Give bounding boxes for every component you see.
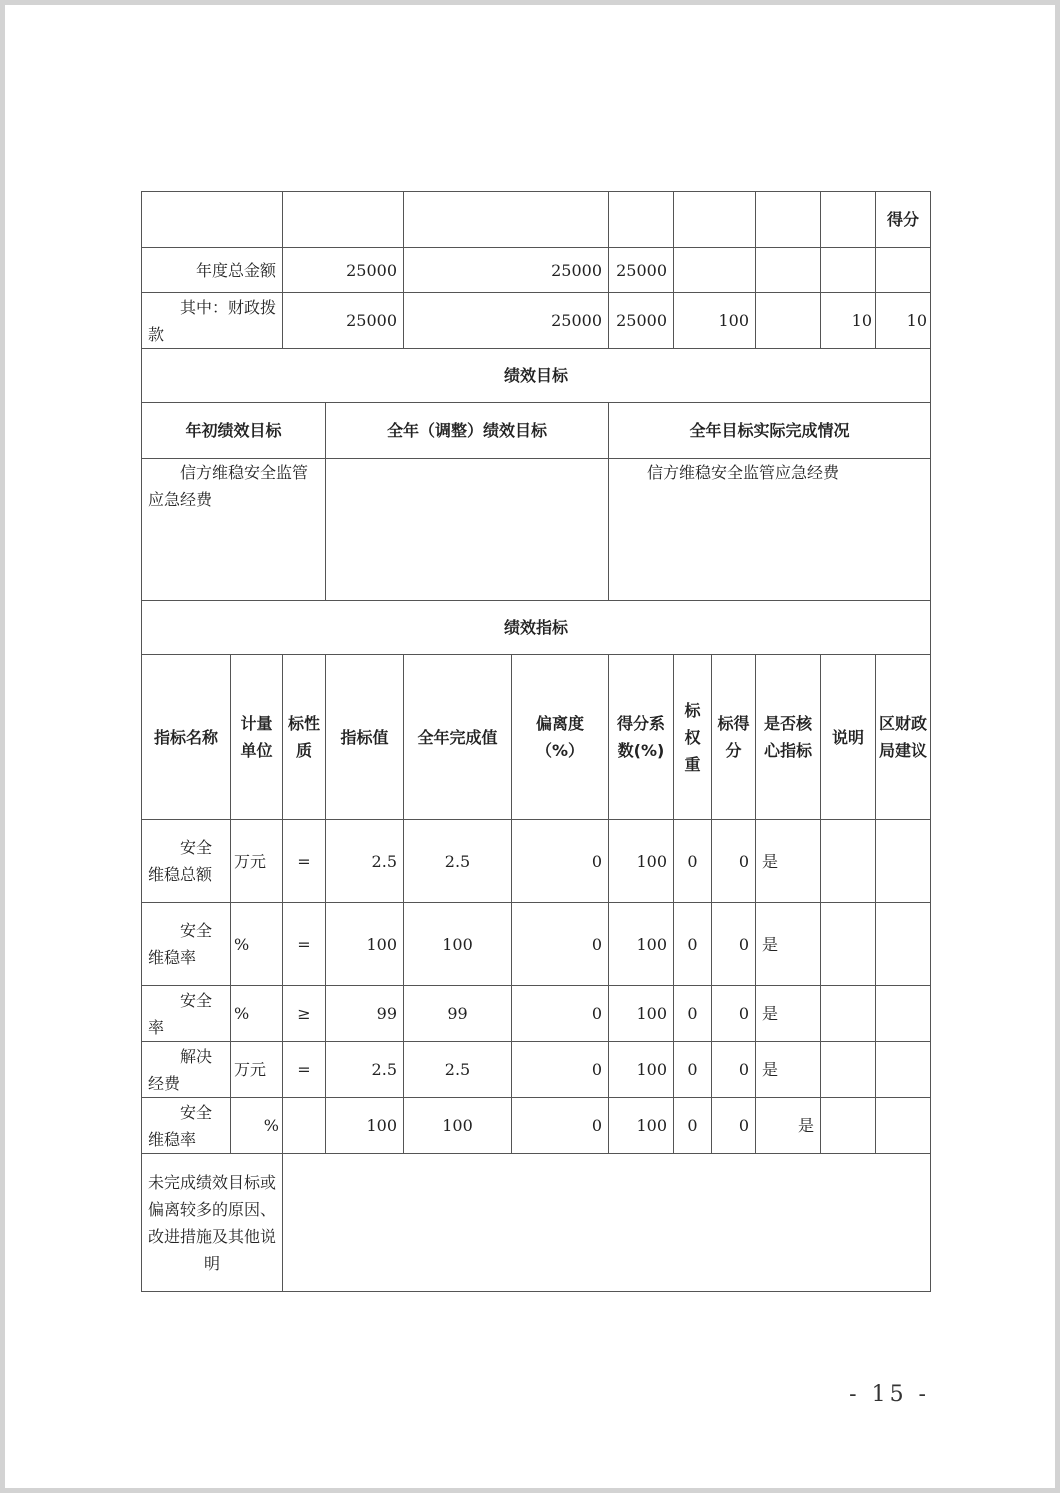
table-row: 解决经费 万元 = 2.5 2.5 0 100 0 0 是 — [142, 1042, 931, 1098]
col-header: 计量单位 — [231, 655, 283, 820]
page-number: - 15 - — [849, 1382, 930, 1407]
funds-header-row — [142, 192, 931, 248]
col-header: 偏离度（%） — [512, 655, 609, 820]
col-header: 得分系数(%) — [609, 655, 674, 820]
col-header: 标得分 — [712, 655, 756, 820]
col-header: 说明 — [821, 655, 876, 820]
goal-adjusted-value — [326, 459, 609, 601]
col-header: 标权重 — [674, 655, 712, 820]
col-header: 区财政局建议 — [876, 655, 931, 820]
goal-header-adjusted: 全年（调整）绩效目标 — [326, 403, 609, 459]
notes-label: 未完成绩效目标或偏离较多的原因、改进措施及其他说明 — [142, 1154, 283, 1292]
goal-actual-value: 信方维稳安全监管应急经费 — [609, 459, 931, 601]
table-row: 安全维稳总额 万元 = 2.5 2.5 0 100 0 0 是 — [142, 820, 931, 903]
col-header: 标性质 — [283, 655, 326, 820]
notes-value — [283, 1154, 931, 1292]
goal-header-actual: 全年目标实际完成情况 — [609, 403, 931, 459]
col-header: 全年完成值 — [404, 655, 512, 820]
col-header: 指标值 — [326, 655, 404, 820]
goal-header-initial: 年初绩效目标 — [142, 403, 326, 459]
score-header: 得分 — [876, 192, 931, 248]
col-header: 指标名称 — [142, 655, 231, 820]
performance-table — [141, 191, 931, 1292]
goals-section-title: 绩效目标 — [142, 349, 931, 403]
table-row: 安全维稳率 % 100 100 0 100 0 0 是 — [142, 1098, 931, 1154]
indicator-header-row — [142, 655, 931, 820]
col-header: 是否核心指标 — [756, 655, 821, 820]
table-row: 安全维稳率 % = 100 100 0 100 0 0 是 — [142, 903, 931, 986]
funds-row: 年度总金额 25000 25000 25000 — [142, 248, 931, 293]
goal-initial-value: 信方维稳安全监管应急经费 — [142, 459, 326, 601]
table-row: 安全率 % ≥ 99 99 0 100 0 0 是 — [142, 986, 931, 1042]
funds-row: 其中：财政拨款 25000 25000 25000 100 10 10 — [142, 293, 931, 349]
indicators-section-title: 绩效指标 — [142, 601, 931, 655]
